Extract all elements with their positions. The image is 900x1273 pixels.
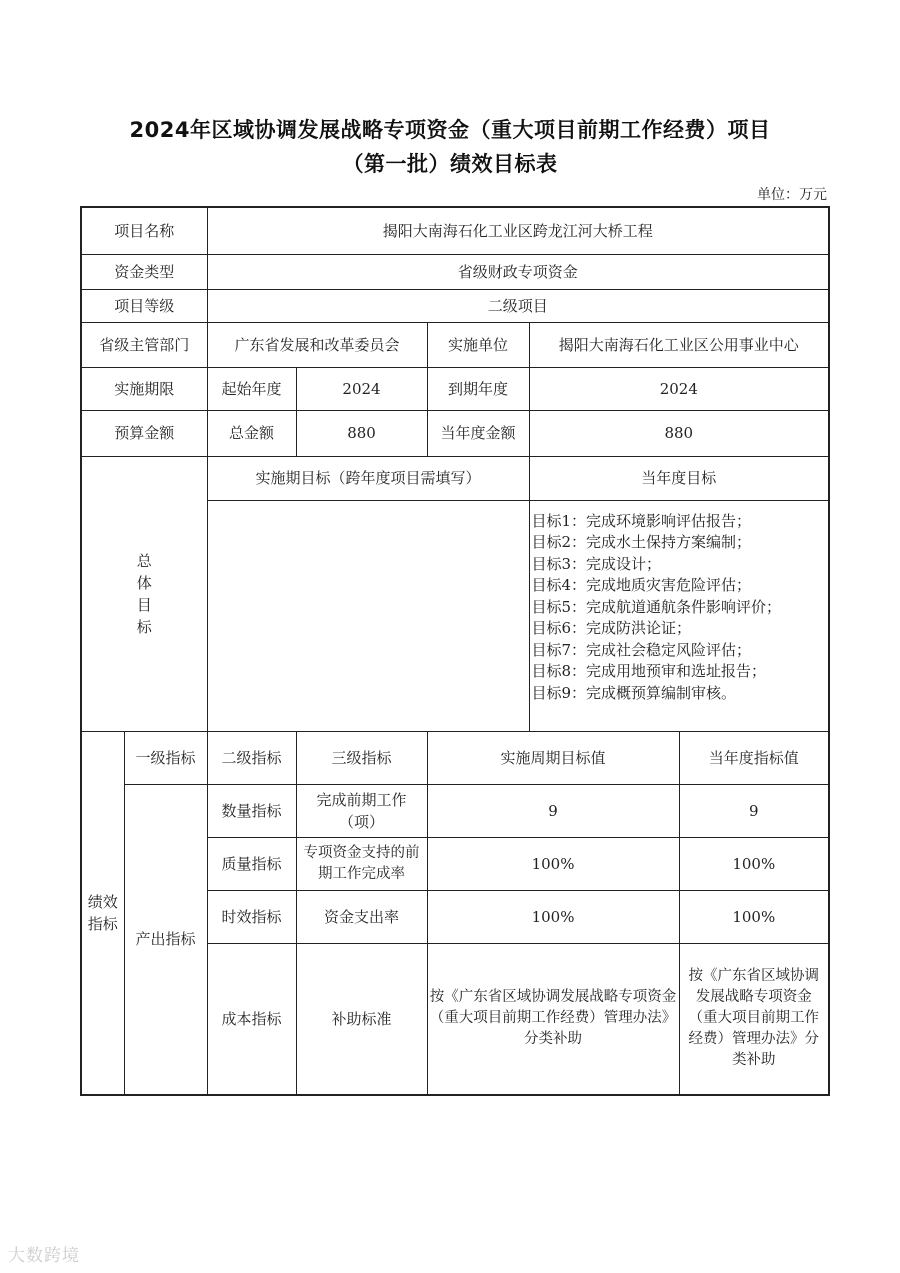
year-goal-item: 目标3：完成设计； <box>531 554 662 573</box>
indicator-level2: 数量指标 <box>207 784 296 837</box>
indicator-level3: 专项资金支持的前期工作完成率 <box>296 837 427 890</box>
period-goal-header: 实施期目标（跨年度项目需填写） <box>207 456 529 500</box>
indicator-period-value: 9 <box>427 784 679 837</box>
project-name-label: 项目名称 <box>81 207 207 254</box>
year-goal-list <box>529 500 829 731</box>
project-name-value: 揭阳大南海石化工业区跨龙江河大桥工程 <box>207 207 829 254</box>
overall-goal-char: 目 <box>136 595 152 614</box>
end-year-value: 2024 <box>529 367 829 410</box>
performance-target-table <box>80 206 830 1096</box>
level3-header: 三级指标 <box>296 731 427 784</box>
impl-unit-label: 实施单位 <box>427 322 529 367</box>
overall-goal-char: 总 <box>136 551 152 570</box>
year-goal-item: 目标7：完成社会稳定风险评估； <box>531 640 752 659</box>
indicators-label-line: 绩效 <box>87 892 118 911</box>
indicator-year-value: 9 <box>679 784 829 837</box>
dept-value: 广东省发展和改革委员会 <box>207 322 427 367</box>
total-amount-label: 总金额 <box>207 410 296 456</box>
indicators-label-line: 指标 <box>87 914 118 933</box>
period-target-header: 实施周期目标值 <box>427 731 679 784</box>
fund-type-value: 省级财政专项资金 <box>207 254 829 289</box>
year-goal-item: 目标6：完成防洪论证； <box>531 619 692 637</box>
year-goal-header: 当年度目标 <box>529 456 829 500</box>
year-goal-item: 目标1：完成环境影响评估报告； <box>531 511 752 530</box>
page-title-line1: 2024年区域协调发展战略专项资金（重大项目前期工作经费）项目 <box>129 118 771 142</box>
current-amount-label: 当年度金额 <box>427 410 529 456</box>
fund-type-label: 资金类型 <box>81 254 207 289</box>
period-goal-content <box>207 500 529 731</box>
indicator-level2: 时效指标 <box>207 890 296 943</box>
year-target-header: 当年度指标值 <box>679 731 829 784</box>
overall-goal-char: 体 <box>136 573 152 592</box>
year-goal-item: 目标2：完成水土保持方案编制； <box>531 533 752 551</box>
indicator-year-value: 100% <box>679 837 829 890</box>
indicator-year-value: 按《广东省区域协调发展战略专项资金（重大项目前期工作经费）管理办法》分类补助 <box>679 943 829 1095</box>
current-amount-value: 880 <box>529 410 829 456</box>
year-goal-item: 目标4：完成地质灾害危险评估； <box>531 576 752 594</box>
dept-label: 省级主管部门 <box>81 322 207 367</box>
indicator-level3: 完成前期工作（项） <box>296 784 427 837</box>
start-year-label: 起始年度 <box>207 367 296 410</box>
indicator-period-value: 100% <box>427 837 679 890</box>
project-level-label: 项目等级 <box>81 289 207 322</box>
impl-unit-value: 揭阳大南海石化工业区公用事业中心 <box>529 322 829 367</box>
year-goal-item: 目标5：完成航道通航条件影响评价； <box>531 597 782 616</box>
output-indicator-label: 产出指标 <box>124 784 207 1095</box>
level2-header: 二级指标 <box>207 731 296 784</box>
end-year-label: 到期年度 <box>427 367 529 410</box>
watermark: 大数跨境 <box>8 1246 80 1266</box>
start-year-value: 2024 <box>296 367 427 410</box>
indicator-level3: 补助标准 <box>296 943 427 1095</box>
year-goal-item: 目标9：完成概预算编制审核。 <box>531 683 737 702</box>
indicator-level2: 成本指标 <box>207 943 296 1095</box>
overall-goal-label <box>81 456 207 731</box>
unit-label: 单位：万元 <box>757 187 827 203</box>
year-goal-item: 目标8：完成用地预审和选址报告； <box>531 662 767 680</box>
total-amount-value: 880 <box>296 410 427 456</box>
indicator-period-value: 100% <box>427 890 679 943</box>
indicator-level2: 质量指标 <box>207 837 296 890</box>
indicator-level3: 资金支出率 <box>296 890 427 943</box>
period-label: 实施期限 <box>81 367 207 410</box>
overall-goal-char: 标 <box>136 617 152 636</box>
page-title-line2: （第一批）绩效目标表 <box>342 152 558 176</box>
budget-label: 预算金额 <box>81 410 207 456</box>
indicator-year-value: 100% <box>679 890 829 943</box>
project-level-value: 二级项目 <box>207 289 829 322</box>
indicators-section-label <box>81 731 124 1095</box>
level1-header: 一级指标 <box>124 731 207 784</box>
indicator-period-value: 按《广东省区域协调发展战略专项资金（重大项目前期工作经费）管理办法》分类补助 <box>427 943 679 1095</box>
